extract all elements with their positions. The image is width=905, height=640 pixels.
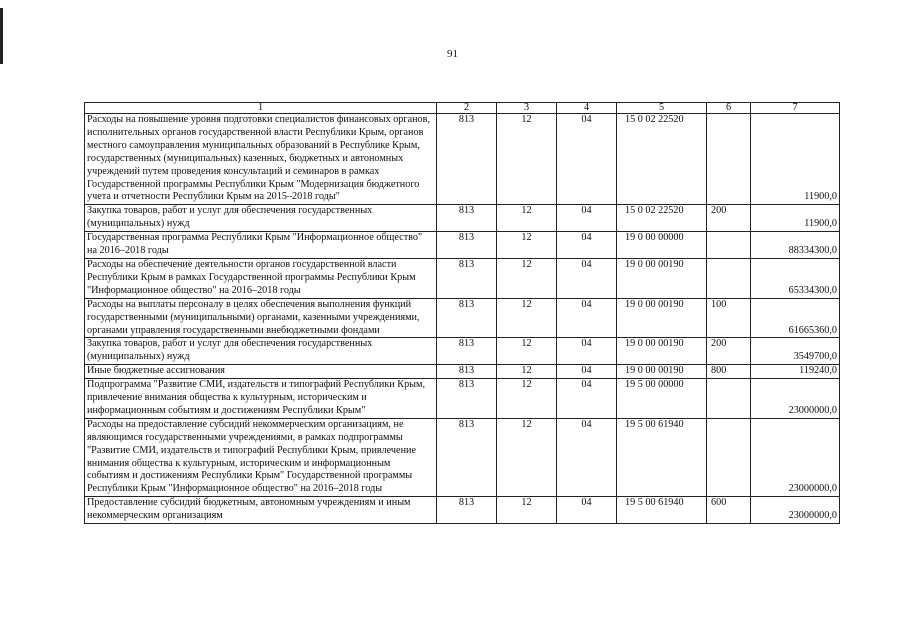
row-ministry-code: 813 (437, 114, 497, 205)
row-expense-type-code (707, 258, 751, 298)
row-amount: 23000000,0 (751, 497, 840, 524)
header-cell: 1 (85, 103, 437, 114)
row-subsection-code: 04 (557, 298, 617, 338)
row-amount: 3549700,0 (751, 338, 840, 365)
row-ministry-code: 813 (437, 205, 497, 232)
row-target-article-code: 19 0 00 00000 (617, 232, 707, 259)
row-expense-type-code: 100 (707, 298, 751, 338)
header-cell: 2 (437, 103, 497, 114)
row-subsection-code: 04 (557, 379, 617, 419)
table-row (85, 418, 840, 496)
row-section-code: 12 (497, 232, 557, 259)
row-section-code: 12 (497, 114, 557, 205)
table-row (85, 338, 840, 365)
page-number: 91 (447, 48, 458, 60)
table-row (85, 114, 840, 205)
row-description: Государственная программа Республики Крым "Информационное общество" на 2016–2018 годы (85, 232, 437, 259)
row-expense-type-code: 200 (707, 205, 751, 232)
row-ministry-code: 813 (437, 338, 497, 365)
row-amount: 61665360,0 (751, 298, 840, 338)
table-row (85, 379, 840, 419)
row-expense-type-code (707, 418, 751, 496)
row-amount: 88334300,0 (751, 232, 840, 259)
table-header-row (85, 103, 840, 114)
table-row (85, 365, 840, 379)
row-ministry-code: 813 (437, 298, 497, 338)
row-section-code: 12 (497, 418, 557, 496)
row-section-code: 12 (497, 497, 557, 524)
row-ministry-code: 813 (437, 258, 497, 298)
row-amount: 11900,0 (751, 114, 840, 205)
row-ministry-code: 813 (437, 379, 497, 419)
row-target-article-code: 19 0 00 00190 (617, 258, 707, 298)
row-amount: 65334300,0 (751, 258, 840, 298)
row-target-article-code: 19 5 00 61940 (617, 418, 707, 496)
row-expense-type-code (707, 114, 751, 205)
row-target-article-code: 19 5 00 61940 (617, 497, 707, 524)
row-description: Подпрограмма "Развитие СМИ, издательств и типографий Республики Крым, привлечение внимания общества к культурным, историческим и информационным событиям и достижениям Республики Крым" (85, 379, 437, 419)
table-row (85, 258, 840, 298)
row-description: Закупка товаров, работ и услуг для обеспечения государственных (муниципальных) нужд (85, 205, 437, 232)
row-section-code: 12 (497, 205, 557, 232)
row-subsection-code: 04 (557, 114, 617, 205)
header-cell: 7 (751, 103, 840, 114)
row-subsection-code: 04 (557, 365, 617, 379)
row-subsection-code: 04 (557, 258, 617, 298)
header-cell: 5 (617, 103, 707, 114)
row-subsection-code: 04 (557, 338, 617, 365)
row-amount: 11900,0 (751, 205, 840, 232)
header-cell: 4 (557, 103, 617, 114)
row-target-article-code: 19 0 00 00190 (617, 298, 707, 338)
row-expense-type-code: 800 (707, 365, 751, 379)
row-amount: 119240,0 (751, 365, 840, 379)
row-subsection-code: 04 (557, 418, 617, 496)
row-description: Расходы на обеспечение деятельности органов государственной власти Республики Крым в рамках Государственной программы Республики Крым "Информационное общество" на 2016–2018 годы (85, 258, 437, 298)
row-ministry-code: 813 (437, 418, 497, 496)
row-subsection-code: 04 (557, 497, 617, 524)
row-ministry-code: 813 (437, 365, 497, 379)
row-description: Расходы на выплаты персоналу в целях обеспечения выполнения функций государственными (муниципальными) органами, казенными учреждениями, органами управления государственными внебюджетными фондами (85, 298, 437, 338)
header-cell: 6 (707, 103, 751, 114)
table-row (85, 232, 840, 259)
row-amount: 23000000,0 (751, 379, 840, 419)
row-expense-type-code: 600 (707, 497, 751, 524)
row-section-code: 12 (497, 338, 557, 365)
header-cell: 3 (497, 103, 557, 114)
row-description: Предоставление субсидий бюджетным, автономным учреждениям и иным некоммерческим организациям (85, 497, 437, 524)
row-description: Расходы на повышение уровня подготовки специалистов финансовых органов, исполнительных органов государственной власти Республики Крым, органов местного самоуправления муниципальных образований в Республике Крым, государственных (муниципальных) казенных, бюджетных и автономных учреждений путем проведения консультаций и семинаров в рамках Государственной программы Республики Крым "Модернизация бюджетного учета и отчетности Республики Крым на 2015–2018 годы" (85, 114, 437, 205)
row-target-article-code: 15 0 02 22520 (617, 205, 707, 232)
row-section-code: 12 (497, 365, 557, 379)
row-expense-type-code: 200 (707, 338, 751, 365)
row-target-article-code: 15 0 02 22520 (617, 114, 707, 205)
row-description: Иные бюджетные ассигнования (85, 365, 437, 379)
row-section-code: 12 (497, 298, 557, 338)
row-subsection-code: 04 (557, 232, 617, 259)
row-section-code: 12 (497, 258, 557, 298)
row-ministry-code: 813 (437, 232, 497, 259)
row-expense-type-code (707, 232, 751, 259)
row-ministry-code: 813 (437, 497, 497, 524)
row-description: Закупка товаров, работ и услуг для обеспечения государственных (муниципальных) нужд (85, 338, 437, 365)
row-target-article-code: 19 0 00 00190 (617, 338, 707, 365)
row-subsection-code: 04 (557, 205, 617, 232)
row-expense-type-code (707, 379, 751, 419)
budget-table (84, 102, 840, 524)
table-row (85, 205, 840, 232)
table-row (85, 298, 840, 338)
row-target-article-code: 19 0 00 00190 (617, 365, 707, 379)
row-amount: 23000000,0 (751, 418, 840, 496)
row-description: Расходы на предоставление субсидий некоммерческим организациям, не являющимся государственными учреждениями, в рамках подпрограммы "Развитие СМИ, издательств и типографий Республики Крым, привлечение внимания общества к культурным, историческим и информационным событиям и достижениям Республики Крым" Государственной программы Республики Крым "Информационное общество" на 2016–2018 годы (85, 418, 437, 496)
row-section-code: 12 (497, 379, 557, 419)
row-target-article-code: 19 5 00 00000 (617, 379, 707, 419)
table-row (85, 497, 840, 524)
